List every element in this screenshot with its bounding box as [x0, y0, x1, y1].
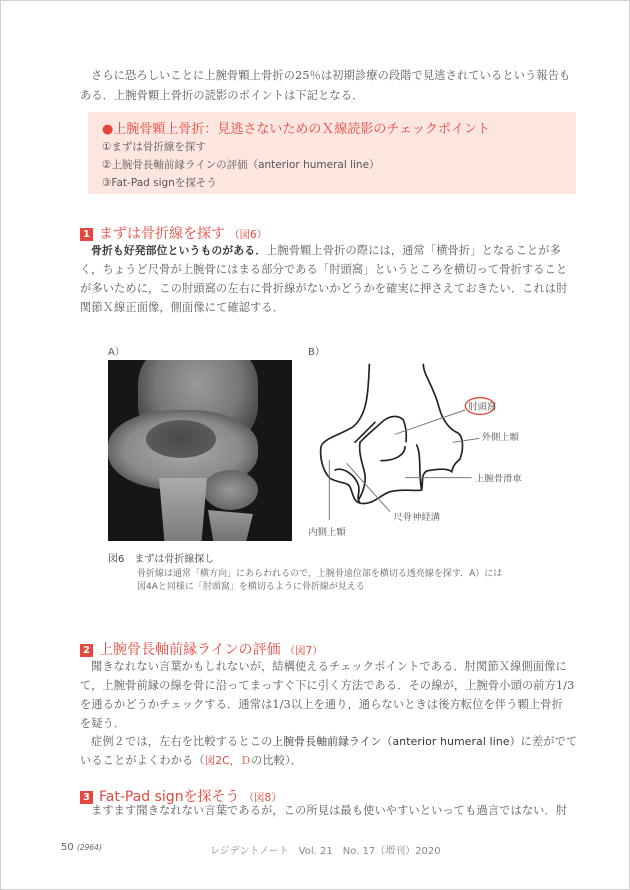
figure-caption-line: 図4Aと同様に「肘頭窩」を横切るように骨折線が見える [137, 582, 365, 592]
section-title: Fat-Pad signを探そう [99, 789, 240, 805]
checkpoint-box [88, 112, 576, 194]
section-title: 上腕骨長軸前縁ラインの評価 [99, 642, 281, 658]
label-ulnar-groove: 尺骨神経溝 [393, 512, 440, 523]
section2-line: を疑う． [80, 717, 126, 730]
label-olecranon-fossa: 肘頭窩 [468, 401, 497, 413]
label-medial-epicondyle: 内側上顆 [308, 527, 346, 538]
section-number: 2 [80, 644, 93, 657]
figure-ref: （図6） [229, 229, 268, 241]
text: 上腕骨顆上骨折の際には，通常「横骨折」となることが多 [266, 244, 561, 257]
section1-line: く，ちょうど尺骨が上腕骨にはまる部分である「肘頭窩」というところを横切って骨折すること [80, 263, 568, 276]
label-trochlea: 上腕骨滑車 [475, 473, 522, 485]
section2-line: て，上腕骨前縁の線を骨に沿ってまっすぐ下に引く方法である．その線が，上腕骨小頭の前方1/3 [80, 679, 575, 692]
bold-term: 上腕骨長軸前縁ライン（anterior humeral line） [272, 735, 521, 748]
checkpoint-title: ●上腕骨顆上骨折：見逃さないためのＸ線読影のチェックポイント [102, 122, 490, 137]
section3-line: ますます聞きなれない言葉であるが，この所見は最も使いやすいといっても過言ではない．肘 [91, 804, 568, 817]
page-total: (2964) [76, 843, 102, 852]
intro-line: ある．上腕骨顆上骨折の読影のポイントは下記となる． [80, 89, 364, 102]
leader-lines [329, 410, 479, 520]
lead-bold: 骨折も好発部位というものがある． [91, 244, 267, 257]
journal-info: レジデントノート Vol. 21 No. 17（増刊）2020 [210, 846, 441, 857]
label-lateral-epicondyle: 外側上顆 [481, 432, 519, 443]
text: に差がでて [520, 735, 578, 748]
section1-line [91, 241, 591, 260]
figure-ref: （図7） [284, 645, 323, 657]
section-title: まずは骨折線を探す [99, 226, 225, 242]
text: いることがよくわかる（ [80, 754, 205, 767]
humerus-outline [321, 364, 463, 503]
figure-label-a: A） [108, 347, 125, 358]
text: の比較）． [250, 754, 303, 767]
intro-line: さらに恐ろしいことに上腕骨顆上骨折の25％は初期診療の段階で見逃されているという報告も [91, 69, 571, 82]
figure-ref: （図8） [243, 792, 282, 804]
section1-heading [80, 223, 267, 243]
text: 症例２では，左右を比較するとこの [91, 735, 273, 748]
section2-line: を通るかどうかチェックする．通常は1/3以上を通り，通らないときは後方転位を伴う顆上骨折 [80, 698, 563, 711]
figure-link[interactable]: 図2C，Ｄ [204, 755, 251, 767]
section2-heading [80, 639, 323, 659]
page-number [61, 842, 102, 853]
checkpoint-item: ①まずは骨折線を探す [102, 141, 206, 153]
section2-line [80, 751, 580, 771]
checkpoint-item: ③Fat-Pad signを探そう [102, 177, 217, 189]
section2-line [91, 732, 591, 751]
section2-line: 聞きなれない言葉かもしれないが，結構使えるチェックポイントである．肘関節Ｘ線側面像に [91, 660, 567, 673]
page-num: 50 [61, 842, 74, 853]
checkpoint-item: ②上腕骨長軸前縁ラインの評価（anterior humeral line） [102, 159, 380, 171]
section1-line: が多いために，この肘頭窩の左右に骨折線がないかどうかを確実に押さえておきたい．これは肘 [80, 282, 568, 295]
section-number: 3 [80, 791, 93, 804]
figure-caption-line: 骨折線は通常「横方向」にあらわれるので，上腕骨遠位部を横切る透亮線を探す．A）には [137, 569, 503, 579]
figure-caption-title: 図6 まずは骨折線探し [108, 554, 215, 565]
section-number: 1 [80, 228, 93, 241]
section1-line: 関節Ｘ線正面像，側面像にて確認する． [80, 301, 285, 314]
figure-label-b: B） [308, 347, 325, 358]
